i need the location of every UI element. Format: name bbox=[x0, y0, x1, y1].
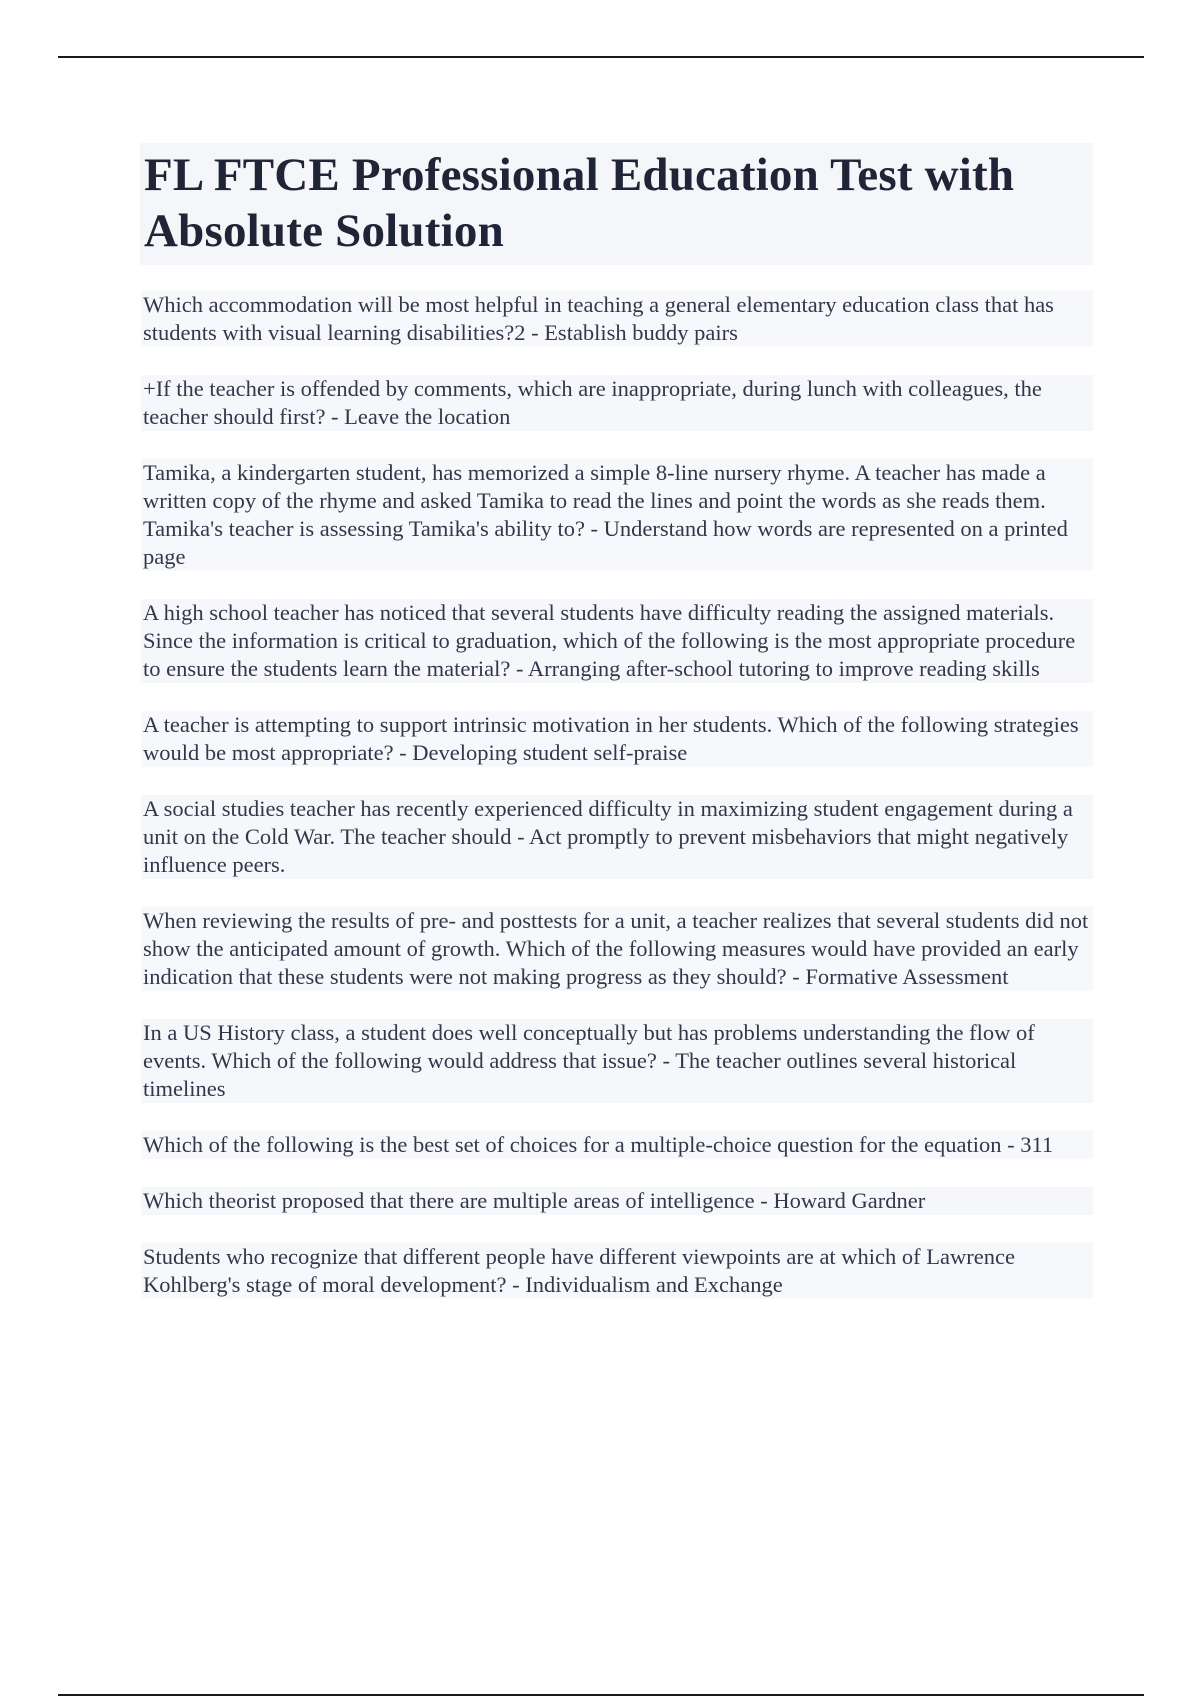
question-item: +If the teacher is offended by comments, which are inappropriate, during lunch with colleagues, the teacher should first? - Leave the location bbox=[141, 375, 1093, 431]
header-rule bbox=[58, 56, 1144, 58]
question-item: Which accommodation will be most helpful in teaching a general elementary education class that has students with visual learning disabilities?2 - Establish buddy pairs bbox=[141, 291, 1093, 347]
question-item: A social studies teacher has recently experienced difficulty in maximizing student engagement during a unit on the Cold War. The teacher should - Act promptly to prevent misbehaviors that might negatively influence peers. bbox=[141, 795, 1093, 879]
title-block bbox=[140, 143, 1093, 265]
question-item: Which theorist proposed that there are multiple areas of intelligence - Howard Gardner bbox=[141, 1187, 1093, 1215]
question-item: Students who recognize that different people have different viewpoints are at which of Lawrence Kohlberg's stage of moral development? - Individualism and Exchange bbox=[141, 1243, 1093, 1299]
question-item: Which of the following is the best set of choices for a multiple-choice question for the equation - 311 bbox=[141, 1131, 1093, 1159]
question-item: In a US History class, a student does well conceptually but has problems understanding the flow of events. Which of the following would address that issue? - The teacher outlines several historical timelines bbox=[141, 1019, 1093, 1103]
question-item: A teacher is attempting to support intrinsic motivation in her students. Which of the following strategies would be most appropriate? - Developing student self-praise bbox=[141, 711, 1093, 767]
footer-rule bbox=[58, 1694, 1144, 1696]
question-item: When reviewing the results of pre- and posttests for a unit, a teacher realizes that several students did not show the anticipated amount of growth. Which of the following measures would have provided an early indication that these students were not making progress as they should? - Formative Assessment bbox=[141, 907, 1093, 991]
question-item: Tamika, a kindergarten student, has memorized a simple 8-line nursery rhyme. A teacher has made a written copy of the rhyme and asked Tamika to read the lines and point the words as she reads them. Tamika's teacher is assessing Tamika's ability to? - Understand how words are represented on a printed page bbox=[141, 459, 1093, 571]
document-body bbox=[143, 143, 1093, 1327]
question-item: A high school teacher has noticed that several students have difficulty reading the assigned materials. Since the information is critical to graduation, which of the following is the most appropriate procedure to ensure the students learn the material? - Arranging after-school tutoring to improve reading skills bbox=[141, 599, 1093, 683]
document-title: FL FTCE Professional Education Test with Absolute Solution bbox=[144, 149, 1015, 257]
question-list bbox=[143, 291, 1093, 1299]
